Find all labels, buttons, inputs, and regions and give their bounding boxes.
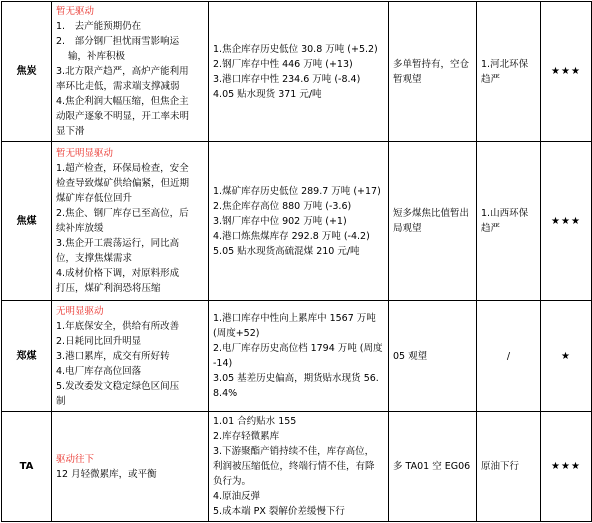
data-line: 利润被压缩低位，终端行情不佳，有降 xyxy=(213,461,375,472)
logic-line: 4.电厂库存高位回落 xyxy=(56,365,142,377)
commodity-name: TA xyxy=(2,412,52,522)
commodity-name: 焦煤 xyxy=(2,142,52,301)
data-line: 3.钢厂库存中位 902 万吨 (+1) xyxy=(213,215,347,227)
risk-cell: 1.河北环保趋严 xyxy=(477,2,541,142)
rating-stars: ★★★ xyxy=(541,412,592,522)
logic-line: 动限产逐象不明显，开工率未明 xyxy=(56,111,190,122)
logic-line: 12 月轻微累库，或平衡 xyxy=(56,468,157,480)
table-row xyxy=(2,412,592,522)
data-line: 2.焦企库存高位 880 万吨 (-3.6) xyxy=(213,200,352,212)
risk-cell: 原油下行 xyxy=(477,412,541,522)
logic-line: 显下滑 xyxy=(56,126,85,137)
logic-line: 制 xyxy=(56,395,66,407)
logic-line: 5.发改委发文稳定绿色区间压 xyxy=(56,380,180,392)
logic-line: 位，支撑焦煤需求 xyxy=(56,253,133,264)
data-line: 3.05 基差历史偏高，期货贴水现货 56. xyxy=(213,373,379,384)
logic-line: 检查导致煤矿供给偏紧，但近期 xyxy=(56,178,190,189)
logic-line: 1.超产检查，环保局检查，安全 xyxy=(56,163,189,174)
data-cell xyxy=(209,2,389,142)
logic-cell xyxy=(52,142,209,301)
commodity-strategy-table xyxy=(1,1,592,522)
data-line: 3.港口库存中性 234.6 万吨 (-8.4) xyxy=(213,73,361,85)
data-line: 4.05 贴水现货 371 元/吨 xyxy=(213,88,322,100)
logic-line: 3.北方限产趋严，高炉产能利用 xyxy=(56,66,189,77)
strategy-cell: 多单暂持有，空仓暂观望 xyxy=(389,2,477,142)
strategy-cell: 05 观望 xyxy=(389,301,477,412)
table-row xyxy=(2,142,592,301)
logic-line: 4.焦企利润大幅压缩，但焦企主 xyxy=(56,96,189,107)
data-cell xyxy=(209,412,389,522)
commodity-name: 郑煤 xyxy=(2,301,52,412)
logic-line: 1. 去产能预期仍在 xyxy=(56,21,142,32)
rating-stars: ★ xyxy=(541,301,592,412)
logic-line: 4.成材价格下调，对原料形成 xyxy=(56,268,180,279)
logic-line: 3.港口累库，成交有所好转 xyxy=(56,350,170,362)
data-line: 5.05 贴水现货高硫混煤 210 元/吨 xyxy=(213,245,360,257)
strategy-cell: 多 TA01 空 EG06 xyxy=(389,412,477,522)
rating-stars: ★★★ xyxy=(541,142,592,301)
data-line: 1.港口库存中性向上累库中 1567 万吨 xyxy=(213,313,376,324)
data-line: 1.01 合约贴水 155 xyxy=(213,416,297,427)
risk-cell: / xyxy=(477,301,541,412)
logic-line: 续补库放缓 xyxy=(56,223,104,234)
data-line: 1.煤矿库存历史低位 289.7 万吨 (+17) xyxy=(213,185,381,197)
table-row xyxy=(2,2,592,142)
logic-line: 2. 部分钢厂担忧雨雪影响运 xyxy=(56,36,180,47)
logic-cell xyxy=(52,412,209,522)
data-line: 4.港口炼焦煤库存 292.8 万吨 (-4.2) xyxy=(213,230,370,242)
data-line: 5.成本端 PX 裂解价差缓慢下行 xyxy=(213,506,345,517)
risk-cell: 1.山西环保趋严 xyxy=(477,142,541,301)
logic-title: 暂无驱动 xyxy=(56,6,95,17)
logic-title: 无明显驱动 xyxy=(56,305,104,317)
strategy-cell: 短多煤焦比值暂出局观望 xyxy=(389,142,477,301)
logic-title: 驱动往下 xyxy=(56,453,95,465)
logic-line: 率环比走低，需求端支撑减弱 xyxy=(56,81,180,92)
data-line: 2.电厂库存历史高位档 1794 万吨 (周度 xyxy=(213,343,383,354)
data-line: (周度+52) xyxy=(213,328,260,339)
data-line: 4.原油反弹 xyxy=(213,491,261,502)
logic-line: 1.年底保安全，供给有所改善 xyxy=(56,320,180,332)
logic-line: 3.焦企开工震荡运行，同比高 xyxy=(56,238,180,249)
logic-title: 暂无明显驱动 xyxy=(56,148,114,159)
logic-cell xyxy=(52,301,209,412)
logic-line: 2.焦企、钢厂库存已至高位，后 xyxy=(56,208,189,219)
data-line: 负行为。 xyxy=(213,476,252,487)
data-line: 1.焦企库存历史低位 30.8 万吨 (+5.2) xyxy=(213,43,378,55)
data-line: 8.4% xyxy=(213,388,238,399)
data-line: 3.下游聚酯产销持续不佳，库存高位， xyxy=(213,446,375,457)
logic-line: 输，补库积极 xyxy=(68,51,126,62)
logic-line: 打压，煤矿利润恐将压缩 xyxy=(56,283,161,294)
data-line: -14) xyxy=(213,358,233,369)
data-cell xyxy=(209,142,389,301)
table-row xyxy=(2,301,592,412)
logic-line: 煤矿库存低位回升 xyxy=(56,193,133,204)
logic-cell xyxy=(52,2,209,142)
data-line: 2.库存轻微累库 xyxy=(213,431,280,442)
commodity-name: 焦炭 xyxy=(2,2,52,142)
logic-line: 2.日耗同比回升明显 xyxy=(56,335,142,347)
rating-stars: ★★★ xyxy=(541,2,592,142)
data-cell xyxy=(209,301,389,412)
data-line: 2.钢厂库存中性 446 万吨 (+13) xyxy=(213,58,353,70)
